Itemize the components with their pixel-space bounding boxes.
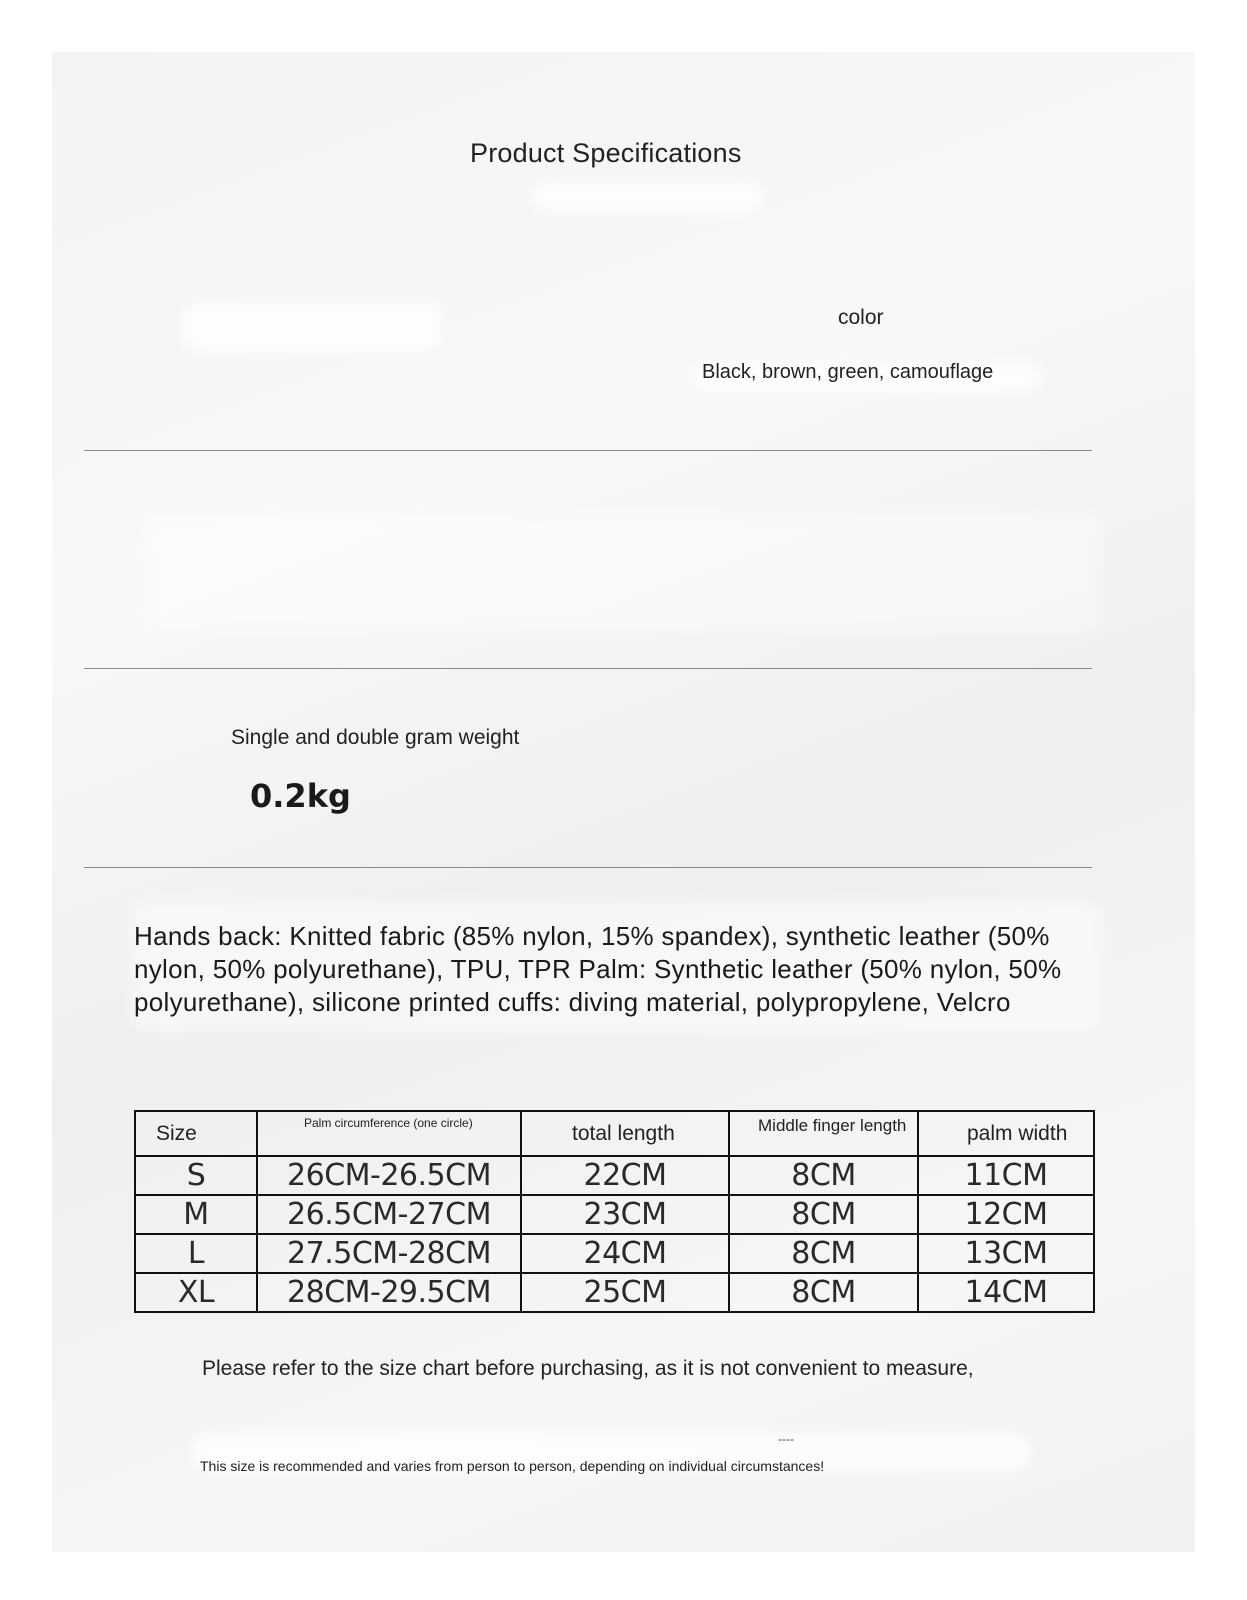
table-header-row (135, 1111, 1094, 1156)
ellipsis-mark: ---- (778, 1432, 794, 1446)
divider (84, 867, 1092, 868)
cell-size: M (135, 1195, 257, 1234)
spec-sheet (52, 52, 1195, 1552)
cell-middle-finger-length: 8CM (729, 1234, 918, 1273)
color-value: Black, brown, green, camouflage (702, 361, 994, 383)
cell-palm-width: 12CM (918, 1195, 1094, 1234)
cell-middle-finger-length: 8CM (729, 1195, 918, 1234)
divider (84, 668, 1092, 669)
cell-size: S (135, 1156, 257, 1195)
color-label: color (838, 306, 884, 329)
table-row (135, 1195, 1094, 1234)
background-smudge (182, 302, 442, 352)
purchase-note: Please refer to the size chart before purchasing, as it is not convenient to measure, (202, 1357, 974, 1380)
table-row (135, 1273, 1094, 1312)
weight-label: Single and double gram weight (231, 726, 520, 749)
background-smudge (532, 182, 762, 212)
table-row (135, 1234, 1094, 1273)
cell-palm-width: 11CM (918, 1156, 1094, 1195)
cell-middle-finger-length: 8CM (729, 1156, 918, 1195)
header-palm-circumference: Palm circumference (one circle) (257, 1111, 521, 1156)
cell-size: XL (135, 1273, 257, 1312)
cell-total-length: 23CM (521, 1195, 729, 1234)
header-total-length: total length (521, 1111, 729, 1156)
cell-palm-circumference: 28CM-29.5CM (257, 1273, 521, 1312)
cell-total-length: 22CM (521, 1156, 729, 1195)
header-middle-finger-length: Middle finger length (729, 1111, 918, 1156)
header-palm-width: palm width (918, 1111, 1094, 1156)
cell-palm-width: 13CM (918, 1234, 1094, 1273)
page-title: Product Specifications (470, 138, 742, 168)
cell-size: L (135, 1234, 257, 1273)
cell-total-length: 24CM (521, 1234, 729, 1273)
cell-palm-circumference: 26CM-26.5CM (257, 1156, 521, 1195)
cell-palm-circumference: 26.5CM-27CM (257, 1195, 521, 1234)
cell-total-length: 25CM (521, 1273, 729, 1312)
recommendation-note: This size is recommended and varies from person to person, depending on individual circumstances! (200, 1458, 825, 1474)
header-size: Size (135, 1111, 257, 1156)
divider (84, 450, 1092, 451)
table-row (135, 1156, 1094, 1195)
size-chart-table (134, 1110, 1095, 1313)
cell-palm-circumference: 27.5CM-28CM (257, 1234, 521, 1273)
weight-value: 0.2kg (250, 777, 351, 815)
cell-palm-width: 14CM (918, 1273, 1094, 1312)
background-smudge (142, 512, 1102, 632)
cell-middle-finger-length: 8CM (729, 1273, 918, 1312)
material-description: Hands back: Knitted fabric (85% nylon, 15% spandex), synthetic leather (50% nylon, 50% polyurethane), TPU, TPR Palm: Synthetic leather (50% nylon, 50% polyurethane), silicone printed cuffs: diving material, polypropylene, Velcro (134, 921, 1062, 1017)
